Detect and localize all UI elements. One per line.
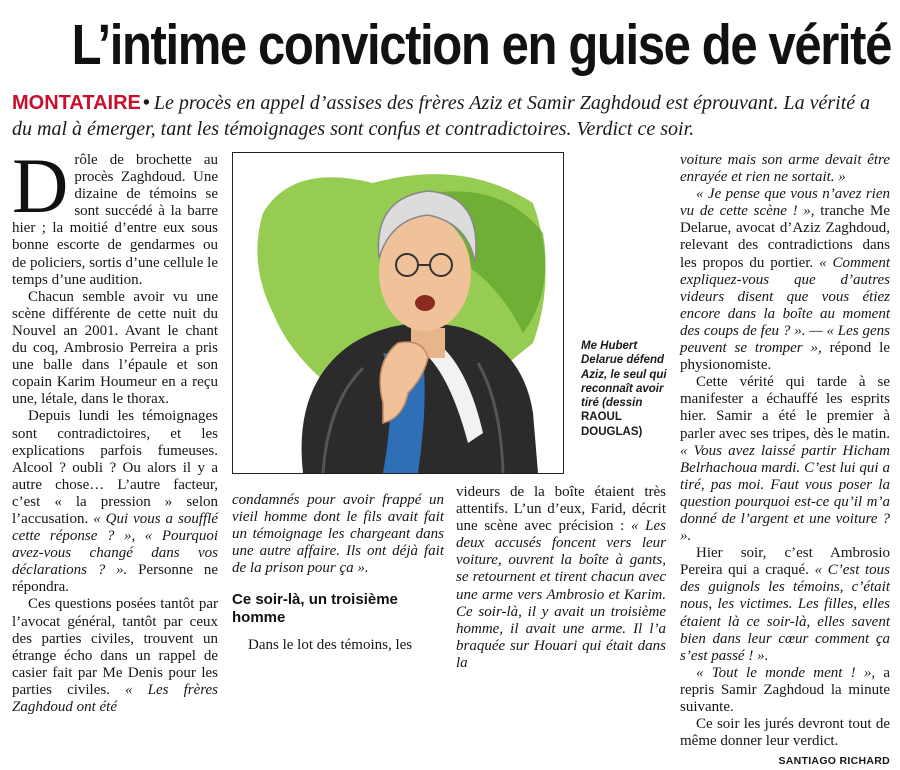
quote: « Les frères Zaghdoud ont été xyxy=(12,681,219,715)
text-run: Depuis lundi les témoignages sont contradictoires, et les explications parfois fumeuses. Alcool ? oubli ? Ou alors il y a autre chose… L’autre facteur, c’est « la pression » selon l’accusation. xyxy=(12,408,218,527)
deck: Le procès en appel d’assises des frères Aziz et Samir Zaghdoud est éprouvant. La vérité a du mal à émerger, tant les témoignages sont confus et contradictoires. Verdict ce soir. xyxy=(12,92,871,140)
illustration-credit: RAOUL DOUGLAS) xyxy=(581,411,643,438)
paragraph: Ce soir les jurés devront tout de même donner leur verdict. xyxy=(680,716,890,750)
text-run: répond le physionomiste. xyxy=(680,340,891,374)
byline: SANTIAGO RICHARD xyxy=(778,755,890,768)
courtroom-sketch-illustration xyxy=(233,153,563,473)
paragraph xyxy=(12,596,218,716)
quote: « Qui vous a soufflé cette réponse ? », « Pourquoi avez-vous changé dans vos déclarations ? ». xyxy=(12,510,219,579)
article-column-1 xyxy=(12,142,219,716)
quote: « Comment expliquez-vous que d’autres videurs disent que vous étiez encore dans la boîte au moment des coups de feu ? ». — « Les gens peuvent se tromper », xyxy=(680,254,891,357)
quote: condamnés pour avoir frappé un vieil homme dont le fils avait fait un témoignage les chargeant dans une autre affaire. Ils ont déjà fait de la prison pour ça ». xyxy=(232,492,444,577)
paragraph xyxy=(680,665,890,716)
paragraph xyxy=(680,186,890,374)
paragraph: Chacun semble avoir vu une scène différente de cette nuit du Nouvel an 2001. Avant le chant du coq, Ambrosio Perreira a pris une balle dans l’épaule et son copain Karim Houmeur en a reçu une, létale, dans le thorax. xyxy=(12,288,218,408)
illustration-caption xyxy=(581,339,673,439)
paragraph xyxy=(456,484,666,672)
quote: « Les deux accusés foncent vers leur voiture, ouvrent la boîte à gants, se retournent et tirent chacun avec une arme vers Ambrosio et Karim. Ce soir-là, il y avait un troisième homme, il avait une arme. Il l’a braquée sur Houari qui était dans la xyxy=(456,518,667,671)
subheading: Ce soir-là, un troisième homme xyxy=(232,591,398,627)
kicker-location: MONTATAIRE xyxy=(12,92,141,114)
quote: « Je pense que vous n’avez rien vu de cette scène ! », xyxy=(680,186,890,220)
open-mouth xyxy=(415,295,435,311)
quote: « Vous avez laissé partir Hicham Belrhachoua mardi. C’est lui qui a tiré, pas moi. Faut vous poser la question pourquoi est-ce qu’il m’a donné de l’argent et une voiture ? ». xyxy=(680,442,890,545)
paragraph xyxy=(680,545,890,665)
drop-cap: D xyxy=(12,142,69,229)
paragraph xyxy=(12,408,218,596)
quote: voiture mais son arme devait être enrayée et rien ne sortait. » xyxy=(680,152,890,186)
text-run: Cette vérité qui tarde à se manifester a échauffé les esprits hier. Samir a été le premier à parler avec ses tripes, dès le matin. xyxy=(680,374,890,442)
lede xyxy=(12,90,890,142)
caption-text: Me Hubert Delarue défend Aziz, le seul qui reconnaît avoir tiré (dessin xyxy=(581,340,667,410)
text-run: Ces questions posées tantôt par l’avocat général, tantôt par ceux des parties civiles, trouvent un étrange écho dans un rappel de casier fait par Me Denis pour les parties civiles. xyxy=(12,596,218,698)
text-run: videurs de la boîte étaient très attentifs. L’un d’eux, Farid, décrit une scène avec précision : xyxy=(456,484,666,535)
headline: L’intime conviction en guise de vérité xyxy=(71,13,892,77)
text-run: a repris Samir Zaghdoud la minute suivante. xyxy=(680,664,891,715)
quote: « Tout le monde ment ! », xyxy=(696,664,876,681)
quote: « C’est tous des guignols les témoins, c’était nous, les victimes. Les filles, elles étaient là ce soir-là, elles savent bien dans leur cœur comment ça s’est passé ! ». xyxy=(680,562,890,664)
text-run: Personne ne répondra. xyxy=(12,562,218,596)
illustration-frame xyxy=(232,152,564,474)
text-run: tranche Me Delarue, avocat d’Aziz Zaghdoud, relevant des contradictions dans les propos du portier. xyxy=(680,203,891,271)
paragraph: Dans le lot des témoins, les xyxy=(248,637,413,654)
article-column-2 xyxy=(232,492,444,655)
text-run: Hier soir, c’est Ambrosio Pereira qui a craqué. xyxy=(680,545,890,579)
article-column-3 xyxy=(456,484,666,672)
paragraph xyxy=(680,374,890,545)
paragraph: rôle de brochette au procès Zaghdoud. Une dizaine de témoins se sont succédé à la barre hier ; la moitié d’entre eux sous bonne escorte de gendarmes ou de policiers, sortis d’une cellule le temps d’une audition. xyxy=(12,152,218,288)
bullet-separator: • xyxy=(142,92,150,114)
article-column-4 xyxy=(680,152,890,770)
